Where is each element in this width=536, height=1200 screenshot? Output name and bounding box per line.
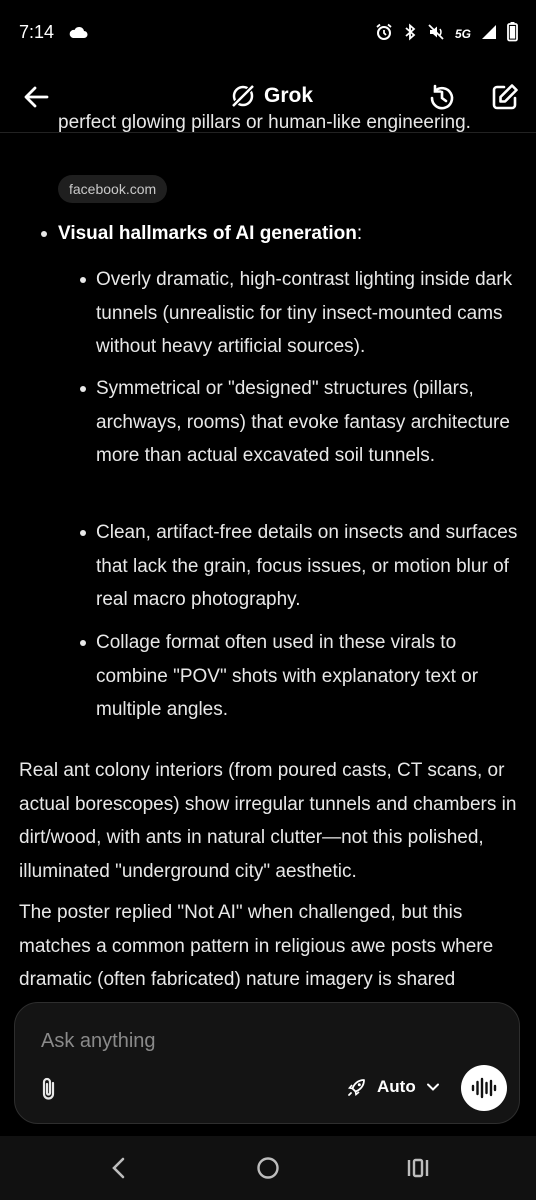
paragraph: Real ant colony interiors (from poured casts, CT scans, or actual borescopes) show irregular tunnels and chambers in dirt/wood, with ants in natural clutter—not this polished, illuminated "underground city" aesthetic. [19,760,517,882]
network-label: 5G [454,27,471,41]
compose-icon [490,82,520,112]
system-home-button[interactable] [256,1156,280,1185]
app-title: Grok [264,84,314,107]
list-heading [58,217,362,250]
alarm-icon [375,23,393,46]
sub-bullet-icon [80,277,86,283]
back-button[interactable] [22,82,52,112]
paperclip-icon [37,1075,61,1103]
bullet-icon [41,231,47,237]
paragraph: The poster replied "Not AI" when challenged, but this matches a common pattern in religious awe posts where dramatic (often fabricated) nature imagery is shared [19,902,494,990]
ask-input[interactable] [39,1025,483,1057]
mute-icon [427,23,445,46]
heading-suffix: : [356,223,363,244]
list-item: Symmetrical or "designed" structures (pillars, archways, rooms) that evoke fantasy architecture more than actual excavated soil tunnels. [96,378,510,466]
arrow-left-icon [22,82,52,112]
composer [14,1002,520,1124]
response-content[interactable] [0,112,536,990]
system-recents-button[interactable] [406,1156,430,1185]
recents-icon [406,1156,430,1180]
sub-bullet-icon [80,386,86,392]
attach-button[interactable] [37,1075,61,1103]
mode-selector[interactable] [347,1077,440,1097]
list-item: Overly dramatic, high-contrast lighting inside dark tunnels (unrealistic for tiny insect-mounted cams without heavy artificial sources). [96,269,513,357]
list-item: Clean, artifact-free details on insects and surfaces that lack the grain, focus issues, or motion blur of real macro photography. [96,522,518,610]
heading-bold-text: Visual hallmarks of AI generation [58,223,357,244]
status-bar [0,0,536,64]
chevron-left-icon [108,1156,128,1180]
new-chat-button[interactable] [490,82,520,112]
partial-text-line: perfect glowing pillars or human-like engineering. [58,112,471,133]
rocket-icon [347,1077,367,1097]
signal-icon [481,24,497,45]
source-chip[interactable]: facebook.com [58,175,167,203]
system-back-button[interactable] [108,1156,128,1185]
mode-label: Auto [377,1077,416,1096]
voice-waveform-icon [470,1076,498,1100]
list-item: Collage format often used in these virals to combine "POV" shots with explanatory text or multiple angles. [96,632,479,720]
sub-bullet-icon [80,640,86,646]
cloud-icon [68,26,88,44]
system-nav-bar [0,1136,536,1200]
sub-bullet-icon [80,530,86,536]
chevron-down-icon [426,1082,440,1092]
status-time: 7:14 [19,22,55,42]
battery-icon [507,22,518,46]
home-circle-icon [256,1156,280,1180]
voice-mode-button[interactable] [461,1065,507,1111]
bluetooth-icon [403,23,417,46]
